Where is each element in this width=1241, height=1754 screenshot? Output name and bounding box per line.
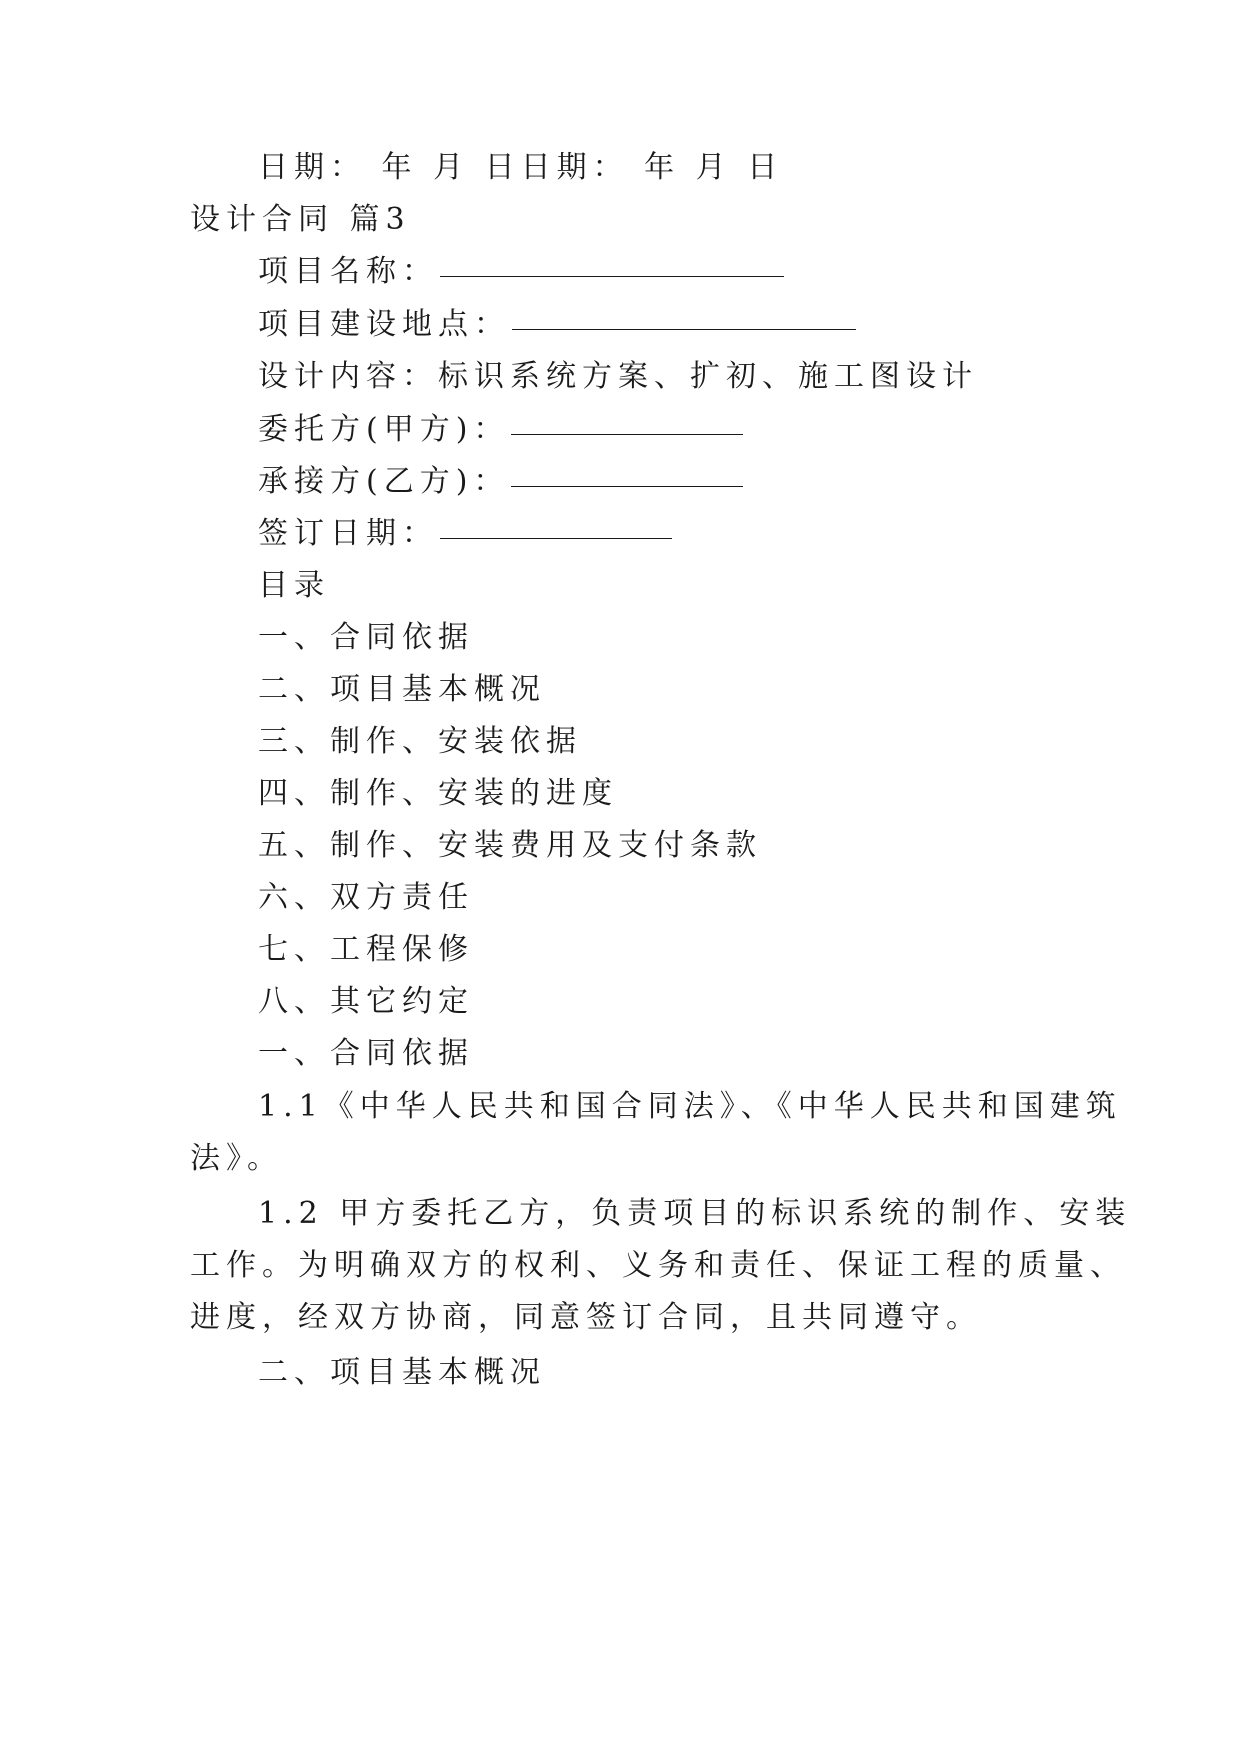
design-content: 设计内容：标识系统方案、扩初、施工图设计 [258, 359, 978, 394]
clause-1-2-line-1: 1.2 甲方委托乙方，负责项目的标识系统的制作、安装 [258, 1196, 1132, 1231]
clause-1-1-line-2: 法》。 [190, 1141, 283, 1176]
signing-date-blank [440, 537, 672, 539]
project-name-field [258, 252, 784, 292]
clause-1-2-line-3: 进度，经双方协商，同意签订合同，且共同遵守。 [190, 1300, 982, 1335]
contractor-label: 承接方(乙方)： [258, 464, 510, 499]
contractor-blank [511, 485, 743, 487]
project-site-label: 项目建设地点： [258, 307, 510, 342]
project-name-blank [440, 275, 784, 277]
toc-item: 五、制作、安装费用及支付条款 [258, 828, 762, 863]
clause-1-1-line-1: 1.1《中华人民共和国合同法》、《中华人民共和国建筑 [258, 1089, 1122, 1124]
toc-title: 目录 [258, 568, 330, 603]
toc-item: 八、其它约定 [258, 984, 474, 1019]
contractor-field [258, 462, 743, 502]
toc-item: 二、项目基本概况 [258, 672, 546, 707]
clause-1-2-line-2: 工作。为明确双方的权利、义务和责任、保证工程的质量、 [190, 1248, 1126, 1283]
section-1-heading: 一、合同依据 [258, 1036, 474, 1071]
toc-item: 六、双方责任 [258, 880, 474, 915]
signing-date-field [258, 514, 672, 554]
project-name-label: 项目名称： [258, 254, 438, 289]
project-site-blank [512, 328, 856, 330]
project-site-field [258, 305, 856, 345]
section-2-heading: 二、项目基本概况 [258, 1355, 546, 1390]
signing-date-label: 签订日期： [258, 516, 438, 551]
toc-item: 四、制作、安装的进度 [258, 776, 618, 811]
toc-item: 三、制作、安装依据 [258, 724, 582, 759]
date-line: 日期： 年 月 日日期： 年 月 日 [258, 150, 784, 185]
client-blank [511, 433, 743, 435]
document-heading: 设计合同 篇3 [190, 202, 411, 237]
toc-item: 一、合同依据 [258, 620, 474, 655]
client-label: 委托方(甲方)： [258, 412, 510, 447]
toc-item: 七、工程保修 [258, 932, 474, 967]
client-field [258, 410, 743, 450]
